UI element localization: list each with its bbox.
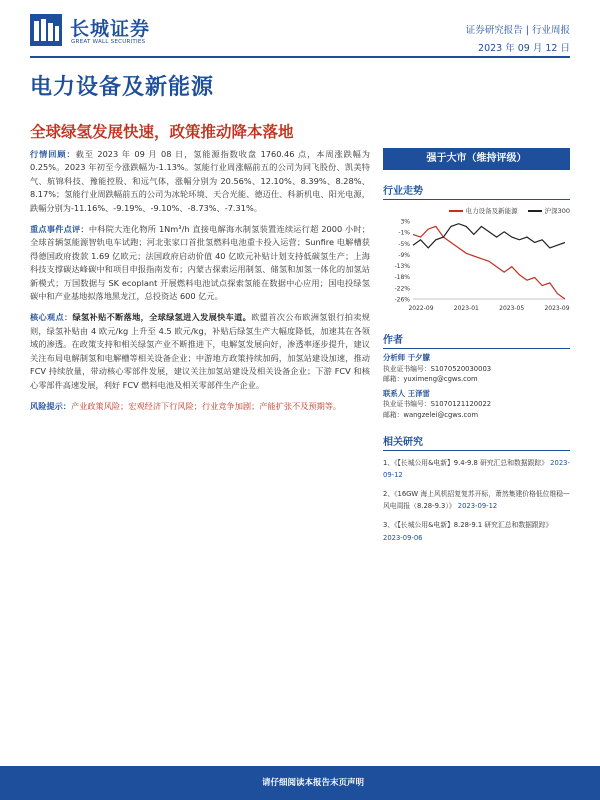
legend-label-sector: 电力设备及新能源 [465,207,518,215]
market-review-paragraph [30,148,370,215]
core-view-text: 欧盟首次公布欧洲氢银行拍卖规则，绿氢补贴由 4 欧元/kg 上升至 4.5 欧元/kg，补贴后绿氢生产大幅度降低，加速其在各领域的渗透。在政策支持和相关绿氢产业不断推进下，电解氢发展向好，渗透率逐步提升，建议关注布局电解制氢和电解槽等相关设备企业；中游地方政策持续加码，加氢站建设加速，推动 FCV 持续放量，带动核心零部件发展，建议关注加氢站建设及相关设备企业；下游 FCV 和核心零部件高速发展，利好 FCV 燃料电池及相关零部件生产企业。 [30,312,370,390]
author-name: 分析师 于夕朦 [383,353,430,362]
legend-item-index [528,206,570,215]
risk-label: 风险提示： [30,400,71,411]
key-events-paragraph [30,223,370,303]
risk-text: 产业政策风险；宏观经济下行风险；行业竞争加剧；产能扩张不及预期等。 [70,400,342,411]
related-item[interactable] [383,488,570,513]
trend-section-title: 行业走势 [383,182,570,200]
authors-section-title: 作者 [383,331,570,349]
y-tick-label: -22% [394,285,410,293]
contact-name: 联系人 王泽雷 [383,388,430,398]
brand-name-en: GREAT WALL SECURITIES [71,39,146,45]
brand-logo [30,14,151,46]
series-line-sector [413,226,565,299]
related-item-date: 2023-09-06 [383,533,423,542]
chart-legend [383,206,570,215]
related-item-date: 2023-09-12 [383,458,570,480]
brand-name-cn: 长城证券 [70,18,151,40]
author-email: 邮箱：yuximeng@cgws.com [383,375,478,384]
key-events-label: 重点事件点评： [30,224,89,235]
legend-swatch-index [528,210,542,212]
related-item[interactable] [383,519,570,544]
x-tick-label: 2023-09 [544,305,570,312]
y-tick-label: 3% [400,218,410,226]
related-item-text: 2、《16GW 海上风机招复复苏开标，萧然集建价格低位维稳—风电周报（8.28-9.3）》 [383,489,570,511]
related-list [383,457,570,545]
x-tick-label: 2023-05 [499,305,525,312]
author-block-1 [383,353,570,385]
related-section-title: 相关研究 [383,433,570,451]
risk-paragraph [30,400,370,413]
report-type: 证券研究报告 | 行业周报 [465,25,570,36]
author-block-2 [383,389,570,421]
x-tick-label: 2023-01 [453,305,479,312]
contact-cert: 执业证书编号：S1070121120022 [383,400,492,409]
core-view-paragraph [30,311,370,391]
report-date: 2023 年 09 月 12 日 [478,43,570,54]
header-divider [30,56,570,58]
related-item-date: 2023-09-12 [457,502,498,511]
footer-bar [0,766,600,800]
core-view-label: 核心观点： [30,312,73,323]
related-item[interactable] [383,457,570,482]
rating-badge: 强于大市（维持评级） [383,148,570,170]
author-cert: 执业证书编号：S1070520030003 [383,364,492,373]
y-tick-label: -26% [394,296,410,304]
main-content [30,148,370,421]
related-item-text: 1、《【长城公用&电新】9.4-9.8 研究汇总和数据跟踪》 [383,458,548,467]
market-review-label: 行情回顾： [30,149,76,159]
y-tick-label: -1% [398,229,410,237]
y-tick-label: -5% [398,240,410,248]
market-review-text: 截至 2023 年 09 月 08 日，氢能源指数收盘 1760.46 点，本周涨跌幅为 0.25%。2023 年初至今涨跌幅为-1.13%。氢能行业周涨幅前五的公司为同飞股份、凯美特气、航锦科技、豫能控股、和远气体，涨幅分别为 20.56%、12.10%、8.39%、8.28%、8.17%；氢能行业周跌幅前五的公司为冰轮环境、天合光能、德迈仕、科新机电、阳光电源，跌幅分别为-11.16%、-9.19%、-9.10%、-8.73%、-7.31%。 [30,149,370,213]
sidebar [383,148,570,550]
legend-item-sector [449,206,518,215]
key-events-text: 中科院大连化物所 1Nm³/h 直接电解海水制氢装置连续运行超 2000 小时；全球首辆氢能源智轨电车试跑；河北张家口首批氢燃料电池重卡投入运营；Sunfire 电解槽获得德国政府拨款 1.69 亿欧元；法国政府启动价值 40 亿欧元补贴计划支持低碳氢生产；上海科技支撑碳达峰碳中和项目申报指南发布；内蒙古探索运用制氢、储氢和加氢一体化的加氢站新模式；万国数据与 SK ecoplant 开展燃料电池试点探索氢能在数据中心应用；国电投绿氢碳中和产业基地拟落地黑龙江，总投资达 600 亿元。 [30,224,370,302]
contact-email: 邮箱：wangzelei@cgws.com [383,410,479,419]
page-subtitle: 全球绿氢发展快速，政策推动降本落地 [30,122,294,141]
related-item-text: 3、《【长城公用&电新】8.28-9.1 研究汇总和数据跟踪》 [383,520,553,529]
great-wall-logo-icon [30,14,62,46]
footer-disclaimer: 请仔细阅读本报告末页声明 [261,778,364,788]
legend-label-index: 沪深300 [544,207,570,215]
legend-swatch-sector [449,210,463,212]
y-tick-label: -18% [394,274,410,282]
trend-chart [383,215,570,315]
y-tick-label: -13% [394,263,410,271]
page-title: 电力设备及新能源 [30,74,215,100]
core-view-emphasis: 绿氢补贴不断落地，全球绿氢进入发展快车道。 [72,312,252,323]
x-tick-label: 2022-09 [408,305,434,312]
y-tick-label: -9% [398,251,410,259]
